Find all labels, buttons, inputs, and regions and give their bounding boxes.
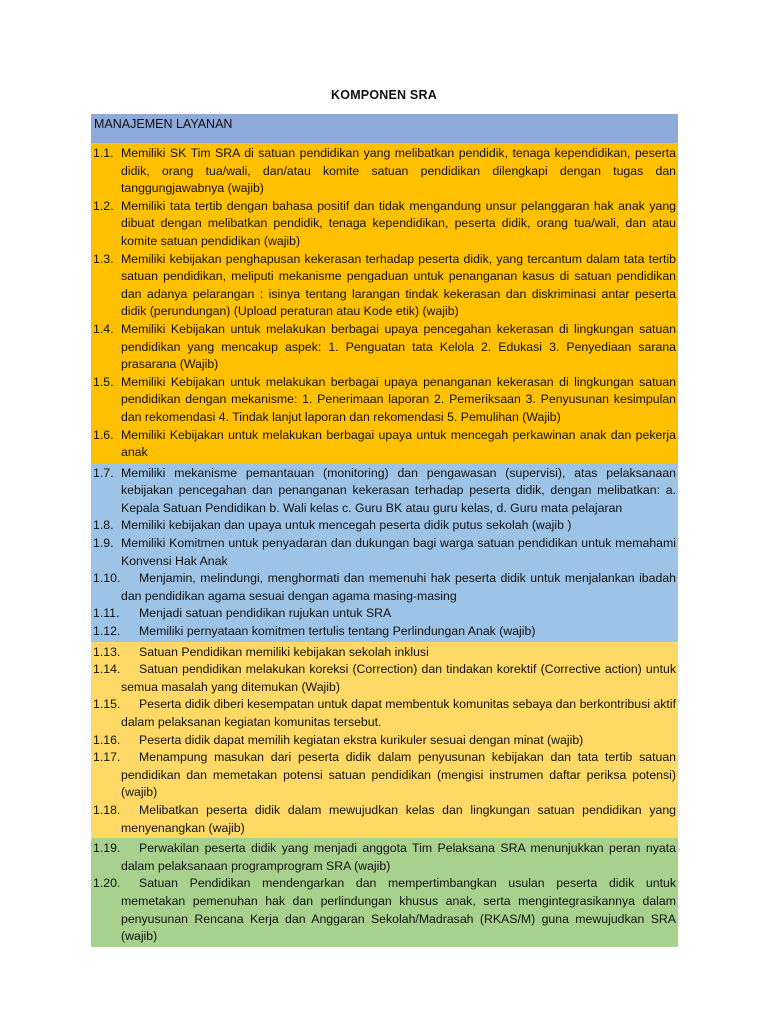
list-item — [91, 535, 678, 570]
item-number: 1.10. — [93, 571, 121, 586]
item-number: 1.6. — [93, 427, 114, 442]
list-item — [91, 427, 678, 462]
list-item — [91, 321, 678, 374]
item-number: 1.1. — [93, 146, 114, 160]
item-number: 1.7. — [93, 465, 114, 480]
item-number: 1.2. — [93, 198, 114, 213]
item-text: Memiliki mekanisme pemantauan (monitoring) dan pengawasan (supervisi), atas pelaksanaan kebijakan pencegahan dan penanganan kekerasan terhadap peserta didik, dengan melibatkan: a. Kepala Satuan Pendidikan b. Wali kelas c. Guru BK atau guru kelas, d. Guru mata pelajaran — [121, 465, 676, 515]
item-number: 1.14. — [93, 662, 121, 677]
item-number: 1.18. — [93, 802, 121, 817]
item-number: 1.8. — [93, 518, 114, 533]
item-number: 1.19. — [93, 841, 121, 856]
components-table — [91, 114, 678, 947]
list-item — [91, 840, 678, 875]
item-text: Memiliki Kebijakan untuk melakukan berbagai upaya pencegahan kekerasan di lingkungan satuan pendidikan yang mencakup aspek: 1. Penguatan tata Kelola 2. Edukasi 3. Penyediaan sarana prasarana (Wajib) — [121, 321, 676, 372]
item-number: 1.13. — [93, 644, 121, 659]
document-title: KOMPONEN SRA — [331, 88, 437, 102]
list-item — [91, 644, 678, 662]
list-item — [91, 145, 678, 198]
item-text: Peserta didik dapat memilih kegiatan ekstra kurikuler sesuai dengan minat (wajib) — [139, 732, 584, 747]
item-text: Memiliki Kebijakan untuk melakukan berbagai upaya untuk mencegah perkawinan anak dan pekerja anak — [121, 427, 676, 460]
item-text: Perwakilan peserta didik yang menjadi anggota Tim Pelaksana SRA menunjukkan peran nyata dalam pelaksanaan programprogram SRA (wajib) — [121, 841, 676, 873]
item-number: 1.5. — [93, 374, 114, 389]
band-yellow — [91, 642, 678, 839]
item-number: 1.17. — [93, 750, 121, 765]
list-item — [91, 661, 678, 696]
item-number: 1.11. — [93, 606, 120, 621]
band-blue — [91, 463, 678, 642]
band-orange — [91, 143, 678, 463]
item-text: Menampung masukan dari peserta didik dalam penyusunan kebijakan dan tata tertib satuan pendidikan dan memetakan potensi satuan pendidikan (mengisi instrumen daftar periksa potensi) (wajib) — [121, 750, 676, 800]
item-text: Menjamin, melindungi, menghormati dan memenuhi hak peserta didik untuk menjalankan ibadah dan pendidikan agama sesuai dengan agama masing-masing — [121, 571, 676, 603]
item-number: 1.9. — [93, 536, 114, 551]
list-item — [91, 465, 678, 518]
item-text: Melibatkan peserta didik dalam mewujudkan kelas dan lingkungan satuan pendidikan yang menyenangkan (wajib) — [121, 802, 676, 835]
item-text: Satuan Pendidikan memiliki kebijakan sekolah inklusi — [139, 644, 429, 659]
list-item — [91, 198, 678, 251]
item-text: Memiliki Komitmen untuk penyadaran dan dukungan bagi warga satuan pendidikan untuk memahami Konvensi Hak Anak — [121, 536, 676, 568]
band-green — [91, 838, 678, 947]
item-text: Satuan pendidikan melakukan koreksi (Correction) dan tindakan korektif (Corrective action) untuk semua masalah yang ditemukan (Wajib) — [121, 662, 676, 694]
item-text: Menjadi satuan pendidikan rujukan untuk SRA — [139, 606, 392, 621]
item-number: 1.4. — [93, 321, 114, 336]
list-item — [91, 732, 678, 750]
item-number: 1.15. — [93, 697, 121, 712]
item-number: 1.12. — [93, 624, 121, 639]
list-item — [91, 802, 678, 837]
item-number: 1.3. — [93, 251, 114, 266]
list-item — [91, 251, 678, 321]
list-item — [91, 374, 678, 427]
list-item — [91, 605, 678, 623]
section-header: MANAJEMEN LAYANAN — [91, 114, 678, 143]
item-text: Memiliki SK Tim SRA di satuan pendidikan yang melibatkan pendidik, tenaga kependidikan, peserta didik, orang tua/wali, dan/atau komite satuan pendidikan dilengkapi dengan tugas dan tanggungjawabnya (wajib) — [121, 146, 676, 196]
list-item — [91, 623, 678, 641]
item-text: Memiliki kebijakan dan upaya untuk mencegah peserta didik putus sekolah (wajib ) — [121, 518, 572, 533]
item-text: Memiliki Kebijakan untuk melakukan berbagai upaya penanganan kekerasan di lingkungan satuan pendidikan dengan mekanisme: 1. Penerimaan laporan 2. Pemeriksaan 3. Penyusunan kesimpulan dan rekomendasi 4. Tindak lanjut laporan dan rekomendasi 5. Pemulihan (Wajib) — [121, 374, 676, 424]
list-item — [91, 570, 678, 605]
item-text: Memiliki kebijakan penghapusan kekerasan terhadap peserta didik, yang tercantum dalam tata tertib satuan pendidikan, meliputi mekanisme pengaduan untuk penanganan kasus di satuan pendidikan dan adanya pelarangan : isinya tentang larangan tindak kekerasan dan diskriminasi antar peserta didik (perundungan) (Upload peraturan atau Kode etik) (wajib) — [121, 251, 676, 319]
item-text: Memiliki pernyataan komitmen tertulis tentang Perlindungan Anak (wajib) — [139, 624, 536, 639]
list-item — [91, 749, 678, 802]
item-number: 1.20. — [93, 876, 121, 891]
item-bands — [91, 143, 678, 947]
item-text: Memiliki tata tertib dengan bahasa positif dan tidak mengandung unsur pelanggaran hak anak yang dibuat dengan melibatkan pendidik, tenaga kependidikan, peserta didik, orang tua/wali, dan atau komite satuan pendidikan (wajib) — [121, 198, 676, 248]
item-text: Satuan Pendidikan mendengarkan dan mempertimbangkan usulan peserta didik untuk memetakan pemenuhan hak dan perlindungan khusus anak, serta mengintegrasikannya dalam penyusunan Rencana Kerja dan Anggaran Sekolah/Madrasah (RKAS/M) guna mewujudkan SRA (wajib) — [121, 876, 676, 944]
item-text: Peserta didik diberi kesempatan untuk dapat membentuk komunitas sebaya dan berkontribusi aktif dalam pelaksanan kegiatan komunitas tersebut. — [121, 697, 676, 729]
item-number: 1.16. — [93, 732, 121, 747]
list-item — [91, 517, 678, 535]
list-item — [91, 875, 678, 945]
list-item — [91, 696, 678, 731]
